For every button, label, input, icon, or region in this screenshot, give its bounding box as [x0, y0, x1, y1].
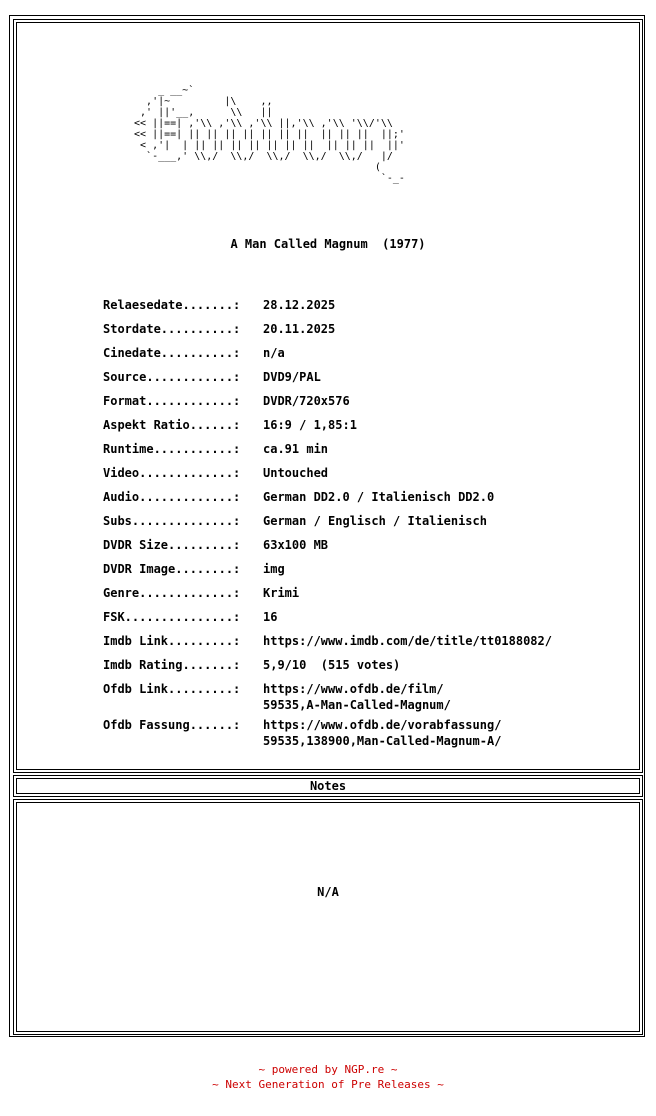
imdb-link[interactable]: https://www.imdb.com/de/title/tt0188082/ — [263, 634, 552, 648]
info-label: Imdb Link.........: — [103, 634, 241, 648]
info-value: 16 — [263, 610, 278, 624]
info-row-aspect-ratio — [103, 417, 552, 441]
info-value: Untouched — [263, 466, 329, 480]
info-label: Genre.............: — [103, 586, 241, 600]
info-row-imdb-rating — [103, 657, 552, 681]
info-value: img — [263, 562, 285, 576]
info-row-stordate — [103, 321, 552, 345]
info-value: 20.11.2025 — [263, 322, 336, 336]
info-value: n/a — [263, 346, 285, 360]
info-value: 63x100 MB — [263, 538, 329, 552]
info-label: Subs..............: — [103, 514, 241, 528]
info-value: German DD2.0 / Italienisch DD2.0 — [263, 490, 495, 504]
notes-title: Notes — [309, 779, 347, 793]
notes-body-inner-border — [16, 802, 640, 1032]
goodboy-ascii-logo: _ __~` ,'|~ |\ ,, ,' ||'__, \\ || << ||==| ,'\\ ,'\\ ,'\\ ||,'\\ ,'\\ '\\/'\\ << ||==| || || || || || || || || || || ||;' < ,'| | || || || || || || || || || || ||' `-___,' \\,/ \\,/ \\,/ \\,/ \\,/ |/ ( `-_- — [134, 85, 405, 184]
notes-body-box — [13, 799, 643, 1035]
footer-tagline: ~ Next Generation of Pre Releases ~ — [212, 1078, 444, 1091]
ofdb-link[interactable]: https://www.ofdb.de/film/ 59535,A-Man-Called-Magnum/ — [263, 682, 451, 712]
info-row-dvdr-size — [103, 537, 552, 561]
release-title: A Man Called Magnum (1977) — [230, 237, 426, 251]
footer-powered-by[interactable]: ~ powered by NGP.re ~ — [258, 1063, 398, 1076]
info-row-format — [103, 393, 552, 417]
info-label: DVDR Size.........: — [103, 538, 241, 552]
info-row-source — [103, 369, 552, 393]
info-row-subs — [103, 513, 552, 537]
info-label: Ofdb Link.........: — [103, 682, 241, 696]
info-label: Imdb Rating.......: — [103, 658, 241, 672]
info-label: Audio.............: — [103, 490, 241, 504]
ofdb-fassung-link[interactable]: https://www.ofdb.de/vorabfassung/ 59535,138900,Man-Called-Magnum-A/ — [263, 718, 502, 748]
info-label: DVDR Image........: — [103, 562, 241, 576]
info-row-ofdb-fassung — [103, 717, 552, 753]
info-label: Aspekt Ratio......: — [103, 418, 241, 432]
info-row-ofdb-link — [103, 681, 552, 717]
info-label: Runtime...........: — [103, 442, 241, 456]
info-row-dvdr-image — [103, 561, 552, 585]
info-label: Cinedate..........: — [103, 346, 241, 360]
info-row-fsk — [103, 609, 552, 633]
info-row-releasedate — [103, 297, 552, 321]
info-value: German / Englisch / Italienisch — [263, 514, 487, 528]
info-value: Krimi — [263, 586, 300, 600]
info-label: Source............: — [103, 370, 241, 384]
info-label: Video.............: — [103, 466, 241, 480]
info-row-cinedate — [103, 345, 552, 369]
info-value: 28.12.2025 — [263, 298, 336, 312]
info-row-genre — [103, 585, 552, 609]
info-value: 5,9/10 (515 votes) — [263, 658, 401, 672]
info-value: 16:9 / 1,85:1 — [263, 418, 357, 432]
info-row-imdb-link — [103, 633, 552, 657]
notes-header-box — [13, 775, 643, 797]
info-value: DVDR/720x576 — [263, 394, 350, 408]
info-value: ca.91 min — [263, 442, 329, 456]
release-info-table — [103, 297, 552, 753]
info-row-audio — [103, 489, 552, 513]
notes-text: N/A — [317, 885, 339, 899]
info-label: Stordate..........: — [103, 322, 241, 336]
info-label: Format............: — [103, 394, 241, 408]
info-row-video — [103, 465, 552, 489]
info-row-runtime — [103, 441, 552, 465]
info-value: DVD9/PAL — [263, 370, 321, 384]
info-label: Relaesedate.......: — [103, 298, 241, 312]
info-label: FSK...............: — [103, 610, 241, 624]
info-label: Ofdb Fassung......: — [103, 718, 241, 732]
